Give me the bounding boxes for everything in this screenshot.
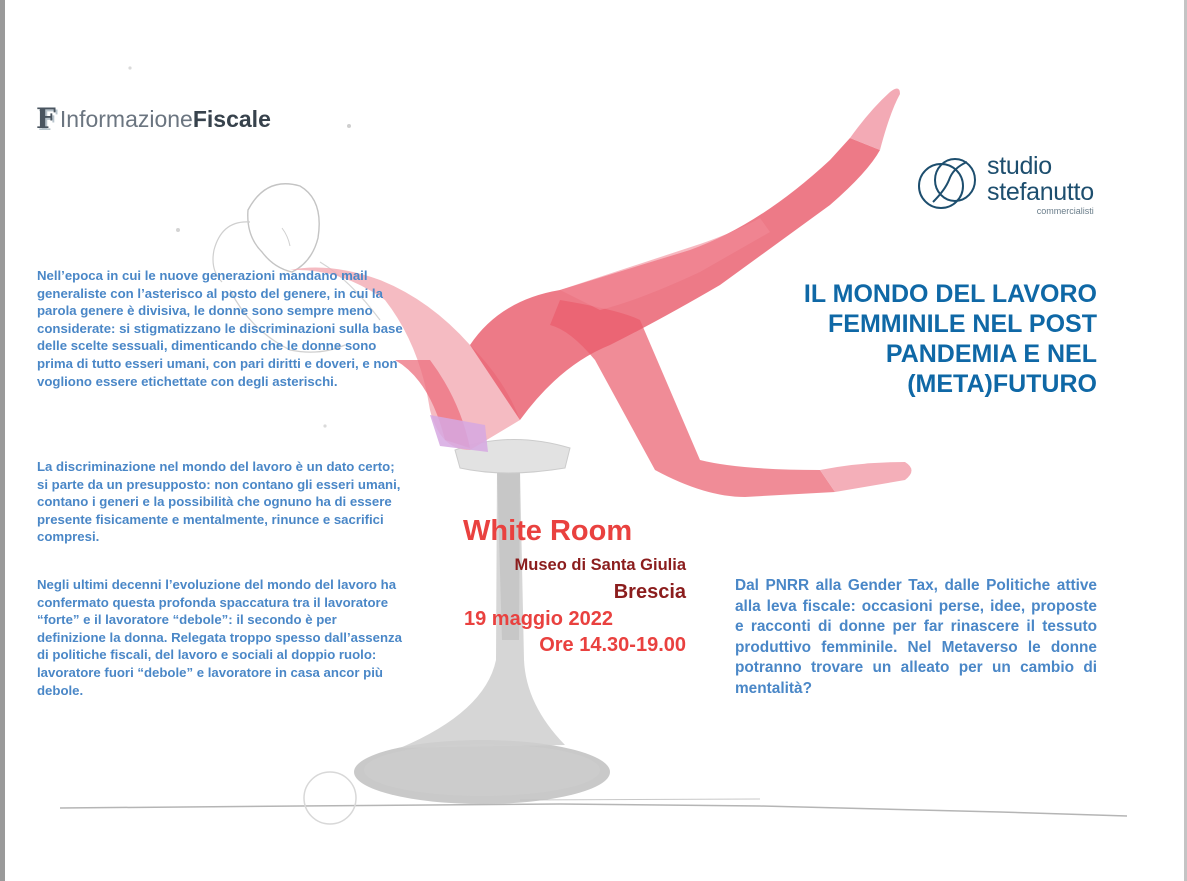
logo-stefanutto-text: stefanutto bbox=[987, 177, 1094, 206]
logo-studio-text: studio bbox=[987, 151, 1052, 180]
topics-paragraph: Dal PNRR alla Gender Tax, dalle Politiche attive alla leva fiscale: occasioni perse, idee, proposte e racconti di donne per far rinascere il tessuto produttivo femminile. Nel Metaverso le donne potranno trovare un alleato per un cambio di mentalità? bbox=[735, 577, 1097, 697]
page-title: IL MONDO DEL LAVORO FEMMINILE NEL POST PANDEMIA E NEL (META)FUTURO bbox=[803, 280, 1097, 398]
logo-commercialisti-text: commercialisti bbox=[1036, 205, 1094, 216]
informazione-fiscale-logo bbox=[36, 102, 271, 135]
event-venue: Museo di Santa Giulia bbox=[514, 556, 686, 574]
studio-stefanutto-emblem-icon bbox=[915, 150, 979, 218]
event-title: White Room bbox=[463, 515, 633, 547]
logo-word-light: Informazione bbox=[59, 106, 193, 132]
event-city: Brescia bbox=[613, 581, 686, 603]
intro-paragraph: Nell’epoca in cui le nuove generazioni mandano mail generaliste con l’asterisco al posto del genere, in cui la parola genere è divisiva, le donne sono sempre meno considerate: si stigmatizzano le discriminazioni sulla base delle scelte sessuali, dimenticando che le donne sono prima di tutto esseri umani, con pari diritti e doveri, e non vogliono essere etichettate con degli asterischi. bbox=[37, 268, 403, 389]
discrimination-paragraph: La discriminazione nel mondo del lavoro è un dato certo; si parte da un presupposto: non contano gli esseri umani, contano i generi e la possibilità che ognuno ha di essere presente fisicamente e mentalmente, rinunce e sacrifici compresi. bbox=[37, 459, 401, 545]
event-time: Ore 14.30-19.00 bbox=[539, 634, 686, 656]
evolution-paragraph: Negli ultimi decenni l’evoluzione del mondo del lavoro ha confermato questa profonda spaccatura tra il lavoratore “forte” e il lavoratore “debole”: il secondo è per definizione la donna. Relegata troppo spesso dall’assenza di politiche fiscali, del lavoro e sociali al doppio ruolo: lavoratore fuori “debole” e lavoratore in casa ancor più debole. bbox=[37, 577, 402, 698]
studio-stefanutto-logo bbox=[915, 150, 1094, 218]
event-date: 19 maggio 2022 bbox=[464, 608, 613, 630]
logo-f-icon: F bbox=[36, 102, 56, 135]
logo-word-bold: Fiscale bbox=[192, 106, 271, 132]
